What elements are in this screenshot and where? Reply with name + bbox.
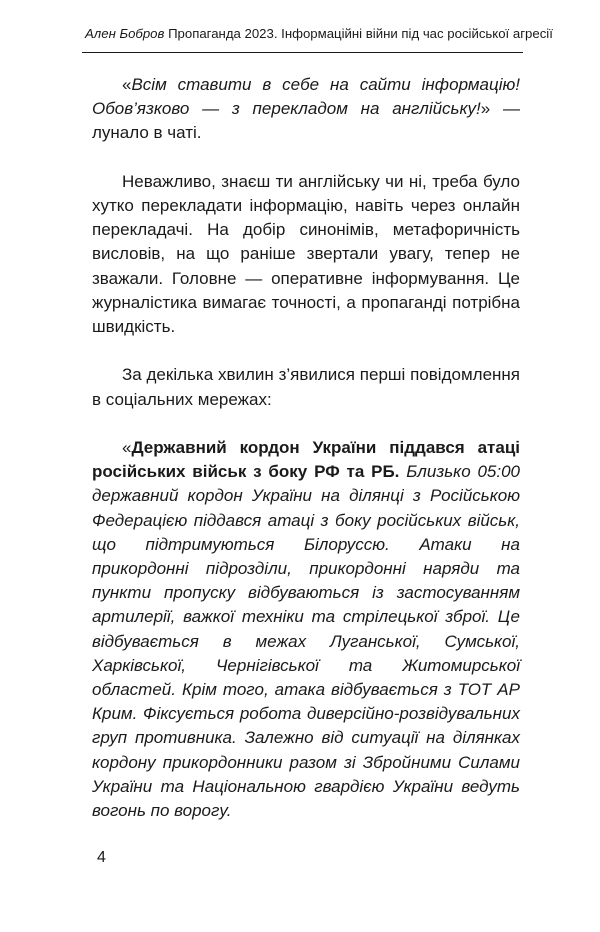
open-quote: « xyxy=(122,75,132,94)
header-divider xyxy=(82,52,523,53)
paragraph-first-messages: За декілька хвилин з’явилися перші повідомлення в соціальних мережах: xyxy=(92,365,520,409)
paragraph-translation: Неважливо, знаєш ти англійську чи ні, треба було хутко перекладати інформацію, навіть через онлайн перекладачі. На добір синонімів, метафоричність висловів, на що раніше звертали увагу, тепер не зважали. Головне — оперативне інформування. Це журналістика вимагає точності, а пропаганді потрібна швидкість. xyxy=(92,171,520,337)
chat-quote-tail: » — лунало в чаті. xyxy=(92,99,520,143)
page-number: 4 xyxy=(97,849,106,866)
chat-quote-italic: Всім ставити в себе на сайти інформацію! Обов’язково — з перекладом на англійську! xyxy=(92,75,520,119)
open-quote: « xyxy=(122,438,132,457)
body-text xyxy=(92,73,520,823)
message-headline-bold: Державний кордон України піддався атаці російських військ з боку РФ та РБ. xyxy=(92,438,520,482)
header-title: Пропаганда 2023. Інформаційні війни під час російської агресії xyxy=(168,26,553,41)
running-header xyxy=(85,26,553,42)
message-body-italic: Близько 05:00 державний кордон України на ділянці з Російською Федерацією піддався атаці з боку російських військ, що підтримуються Білоруссю. Атаки на прикордонні підрозділи, прикордонні наряди та пункти пропуску відбуваються із застосуванням артилерії, важкої техніки та стрілецької зброї. Це відбувається в межах Луганської, Сумської, Харківської, Чернігівської та Житомирської областей. Крім того, атака відбувається з ТОТ АР Крим. Фіксується робота диверсійно-розвідувальних груп противника. Залежно від ситуації на ділянках кордону прикордонники разом зі Збройними Силами України та Національною гвардією України ведуть вогонь по ворогу. xyxy=(92,462,521,821)
paragraph-chat-quote xyxy=(92,73,520,146)
header-author: Ален Бобров xyxy=(85,26,165,41)
paragraph-border-message xyxy=(92,436,520,823)
